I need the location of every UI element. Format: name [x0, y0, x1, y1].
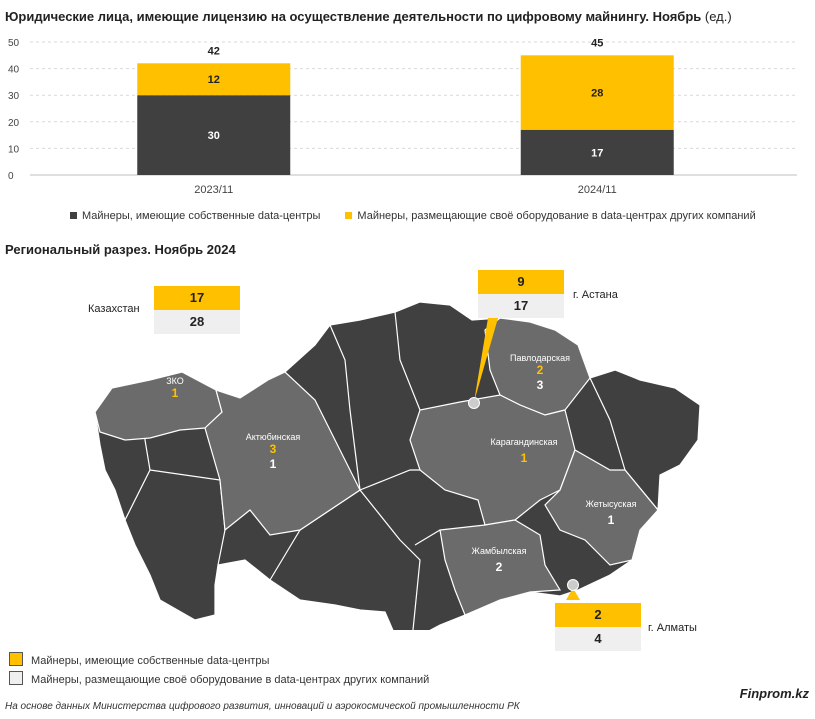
data-label-2024/11-series-1: 28 — [591, 87, 604, 100]
map-legend-own: Майнеры, имеющие собственные data-центры — [9, 652, 269, 667]
chart-legend — [70, 210, 778, 222]
kazakhstan-label: Казахстан — [88, 303, 140, 315]
region-karaganda — [490, 437, 557, 466]
almaty-callout — [555, 603, 641, 651]
chart-unit: (ед.) — [704, 9, 732, 24]
kazakhstan-value-hosted: 28 — [154, 310, 240, 334]
region-aktobe — [246, 432, 301, 472]
region-pavlodar-name: Павлодарская — [510, 353, 570, 363]
region-zhambyl-name: Жамбылская — [471, 546, 527, 556]
kazakhstan-value-own: 17 — [154, 286, 240, 310]
y-tick-label-30: 30 — [8, 91, 20, 103]
brand-logo: Finprom.kz — [739, 686, 809, 701]
region-zko — [166, 376, 184, 401]
map-base — [95, 302, 700, 630]
astana-callout — [478, 270, 564, 318]
y-tick-label-0: 0 — [8, 171, 14, 182]
region-zko-own: 1 — [171, 386, 179, 400]
legend-swatch-hosted — [345, 212, 352, 219]
y-tick-label-10: 10 — [8, 144, 20, 156]
legend-item-own: Майнеры, имеющие собственные data-центры — [70, 210, 320, 222]
legend-item-hosted: Майнеры, размещающие своё оборудование в data-центрах других компаний — [345, 210, 755, 222]
legend-swatch-own — [70, 212, 77, 219]
astana-value-hosted: 17 — [478, 294, 564, 318]
kazakhstan-map — [0, 260, 815, 630]
data-label-2023/11-series-1: 12 — [207, 74, 220, 87]
region-karaganda-name: Карагандинская — [490, 437, 558, 447]
y-tick-label-20: 20 — [8, 117, 20, 129]
region-zhetysu-hosted: 1 — [607, 513, 615, 527]
almaty-value-hosted: 4 — [555, 627, 641, 651]
region-pavlodar-hosted: 3 — [536, 378, 544, 392]
map-legend-swatch-yellow — [9, 652, 23, 666]
map-legend-swatch-grey — [9, 671, 23, 685]
kazakhstan-callout — [154, 286, 240, 334]
astana-value-own: 9 — [478, 270, 564, 294]
region-zhetysu-name: Жетысуская — [585, 499, 637, 509]
region-zhetysu — [586, 499, 637, 528]
total-label-2023/11: 42 — [207, 45, 220, 58]
region-pavlodar — [510, 353, 570, 393]
data-label-2024/11-series-0: 17 — [591, 147, 604, 160]
astana-label: г. Астана — [573, 289, 618, 301]
x-tick-label-2023/11: 2023/11 — [194, 184, 234, 196]
region-zhambyl-hosted: 2 — [495, 560, 503, 574]
region-karaganda-own: 1 — [520, 451, 528, 465]
almaty-label: г. Алматы — [648, 622, 697, 634]
region-aktobe-own: 3 — [269, 442, 277, 456]
y-tick-label-40: 40 — [8, 64, 20, 76]
chart-title: Юридические лица, имеющие лицензию на осуществление деятельности по цифровому майнингу. Ноябрь (ед.) — [5, 9, 732, 24]
total-label-2024/11: 45 — [591, 37, 604, 50]
almaty-marker — [568, 580, 579, 591]
map-subtitle: Региональный разрез. Ноябрь 2024 — [5, 242, 236, 257]
x-tick-label-2024/11: 2024/11 — [577, 184, 617, 196]
almaty-value-own: 2 — [555, 603, 641, 627]
region-pavlodar-own: 2 — [536, 363, 544, 377]
y-tick-label-50: 50 — [8, 38, 20, 49]
region-aktobe-name: Актюбинская — [245, 432, 301, 442]
source-note: На основе данных Министерства цифрового развития, инноваций и аэрокосмической промышленности РК — [5, 701, 520, 712]
data-label-2023/11-series-0: 30 — [207, 130, 220, 143]
region-zhambyl — [472, 546, 527, 575]
astana-marker — [469, 398, 480, 409]
region-aktobe-hosted: 1 — [269, 457, 277, 471]
map-legend-hosted: Майнеры, размещающие своё оборудование в data-центрах других компаний — [9, 671, 429, 686]
stacked-bar-chart — [0, 30, 815, 200]
region-zko-name: ЗКО — [166, 376, 184, 386]
